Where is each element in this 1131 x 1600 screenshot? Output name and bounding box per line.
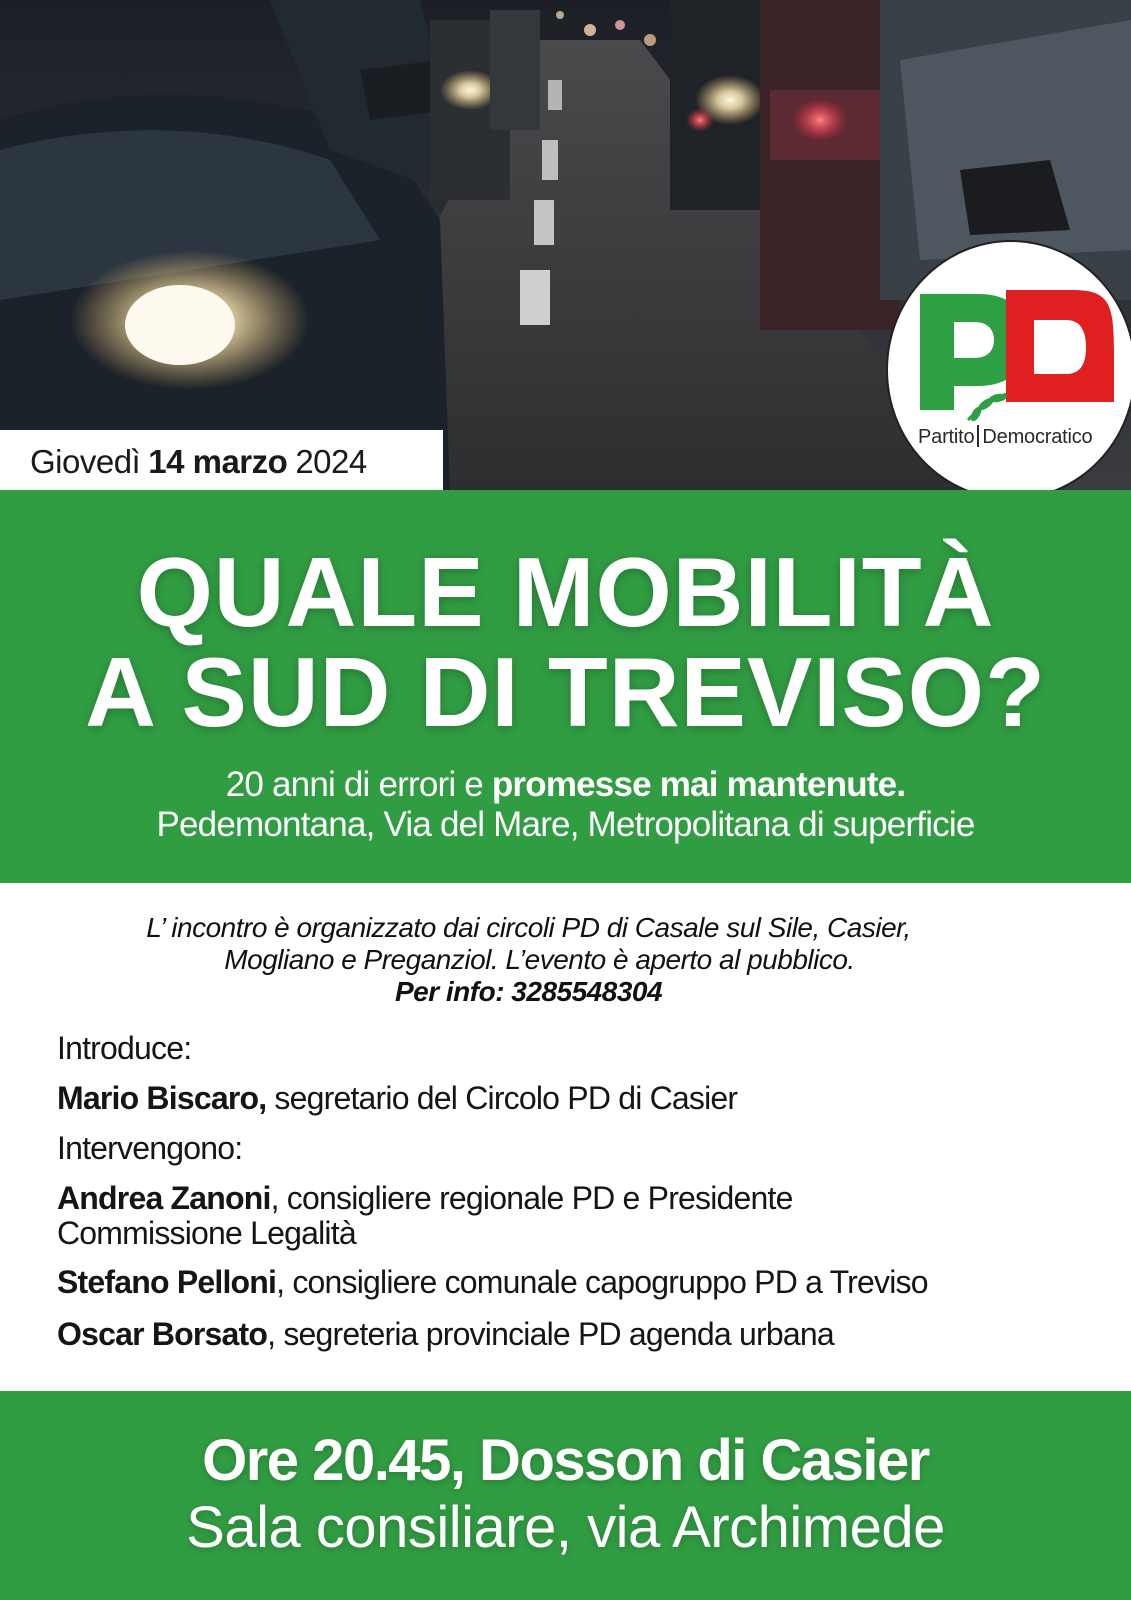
- pd-logo: [886, 240, 1131, 500]
- pd-logo-mark-icon: [888, 242, 1131, 500]
- speaker-3-name: Oscar Borsato: [57, 1316, 268, 1352]
- speaker-1-role: , consigliere regionale PD e Presidente: [270, 1180, 793, 1216]
- subtitle-line-2: Pedemontana, Via del Mare, Metropolitana di superficie: [156, 805, 975, 844]
- host-entry: [57, 1080, 737, 1116]
- intro-line-2: Mogliano e Preganziol. L’evento è aperto al pubblico.: [224, 944, 855, 975]
- host-role: segretario del Circolo PD di Casier: [266, 1080, 738, 1116]
- event-venue: Sala consiliare, via Archimede: [186, 1495, 945, 1560]
- speaker-2-role: , consigliere comunale capogruppo PD a Treviso: [276, 1264, 928, 1300]
- host-name: Mario Biscaro,: [57, 1080, 267, 1116]
- subtitle-line-1: [0, 764, 1131, 806]
- speaker-1-name: Andrea Zanoni: [57, 1180, 271, 1216]
- subtitle-regular: 20 anni di errori e: [225, 765, 492, 804]
- speaker-3-entry: [57, 1316, 834, 1352]
- intro-line-1: L’ incontro è organizzato dai circoli PD di Casale sul Sile, Casier,: [146, 912, 911, 943]
- speak-label: Intervengono:: [57, 1130, 243, 1166]
- logo-text-left: Partito: [918, 426, 975, 448]
- date-day-month: 14 marzo: [148, 442, 288, 480]
- introduce-label: Introduce:: [57, 1030, 192, 1066]
- speaker-1-entry: [57, 1180, 793, 1216]
- logo-divider: [977, 425, 979, 447]
- logo-text-right: Democratico: [982, 426, 1093, 448]
- speaker-3-role: , segreteria provinciale PD agenda urbana: [267, 1316, 834, 1352]
- date-year: 2024: [295, 442, 367, 480]
- contact-info: Per info: 3285548304: [394, 976, 663, 1007]
- speaker-2-entry: [57, 1264, 928, 1300]
- event-time-place: Ore 20.45, Dosson di Casier: [202, 1428, 929, 1493]
- subtitle-bold: promesse mai mantenute.: [491, 765, 906, 804]
- speaker-2-name: Stefano Pelloni: [57, 1264, 277, 1300]
- speaker-1-role-cont: Commissione Legalità: [57, 1215, 356, 1251]
- logo-caption: [918, 425, 1092, 449]
- title-line-2: A SUD DI TREVISO?: [85, 637, 1046, 747]
- event-date: [0, 430, 443, 493]
- title-line-1: QUALE MOBILITÀ: [136, 537, 995, 647]
- date-weekday: Giovedì: [30, 442, 141, 480]
